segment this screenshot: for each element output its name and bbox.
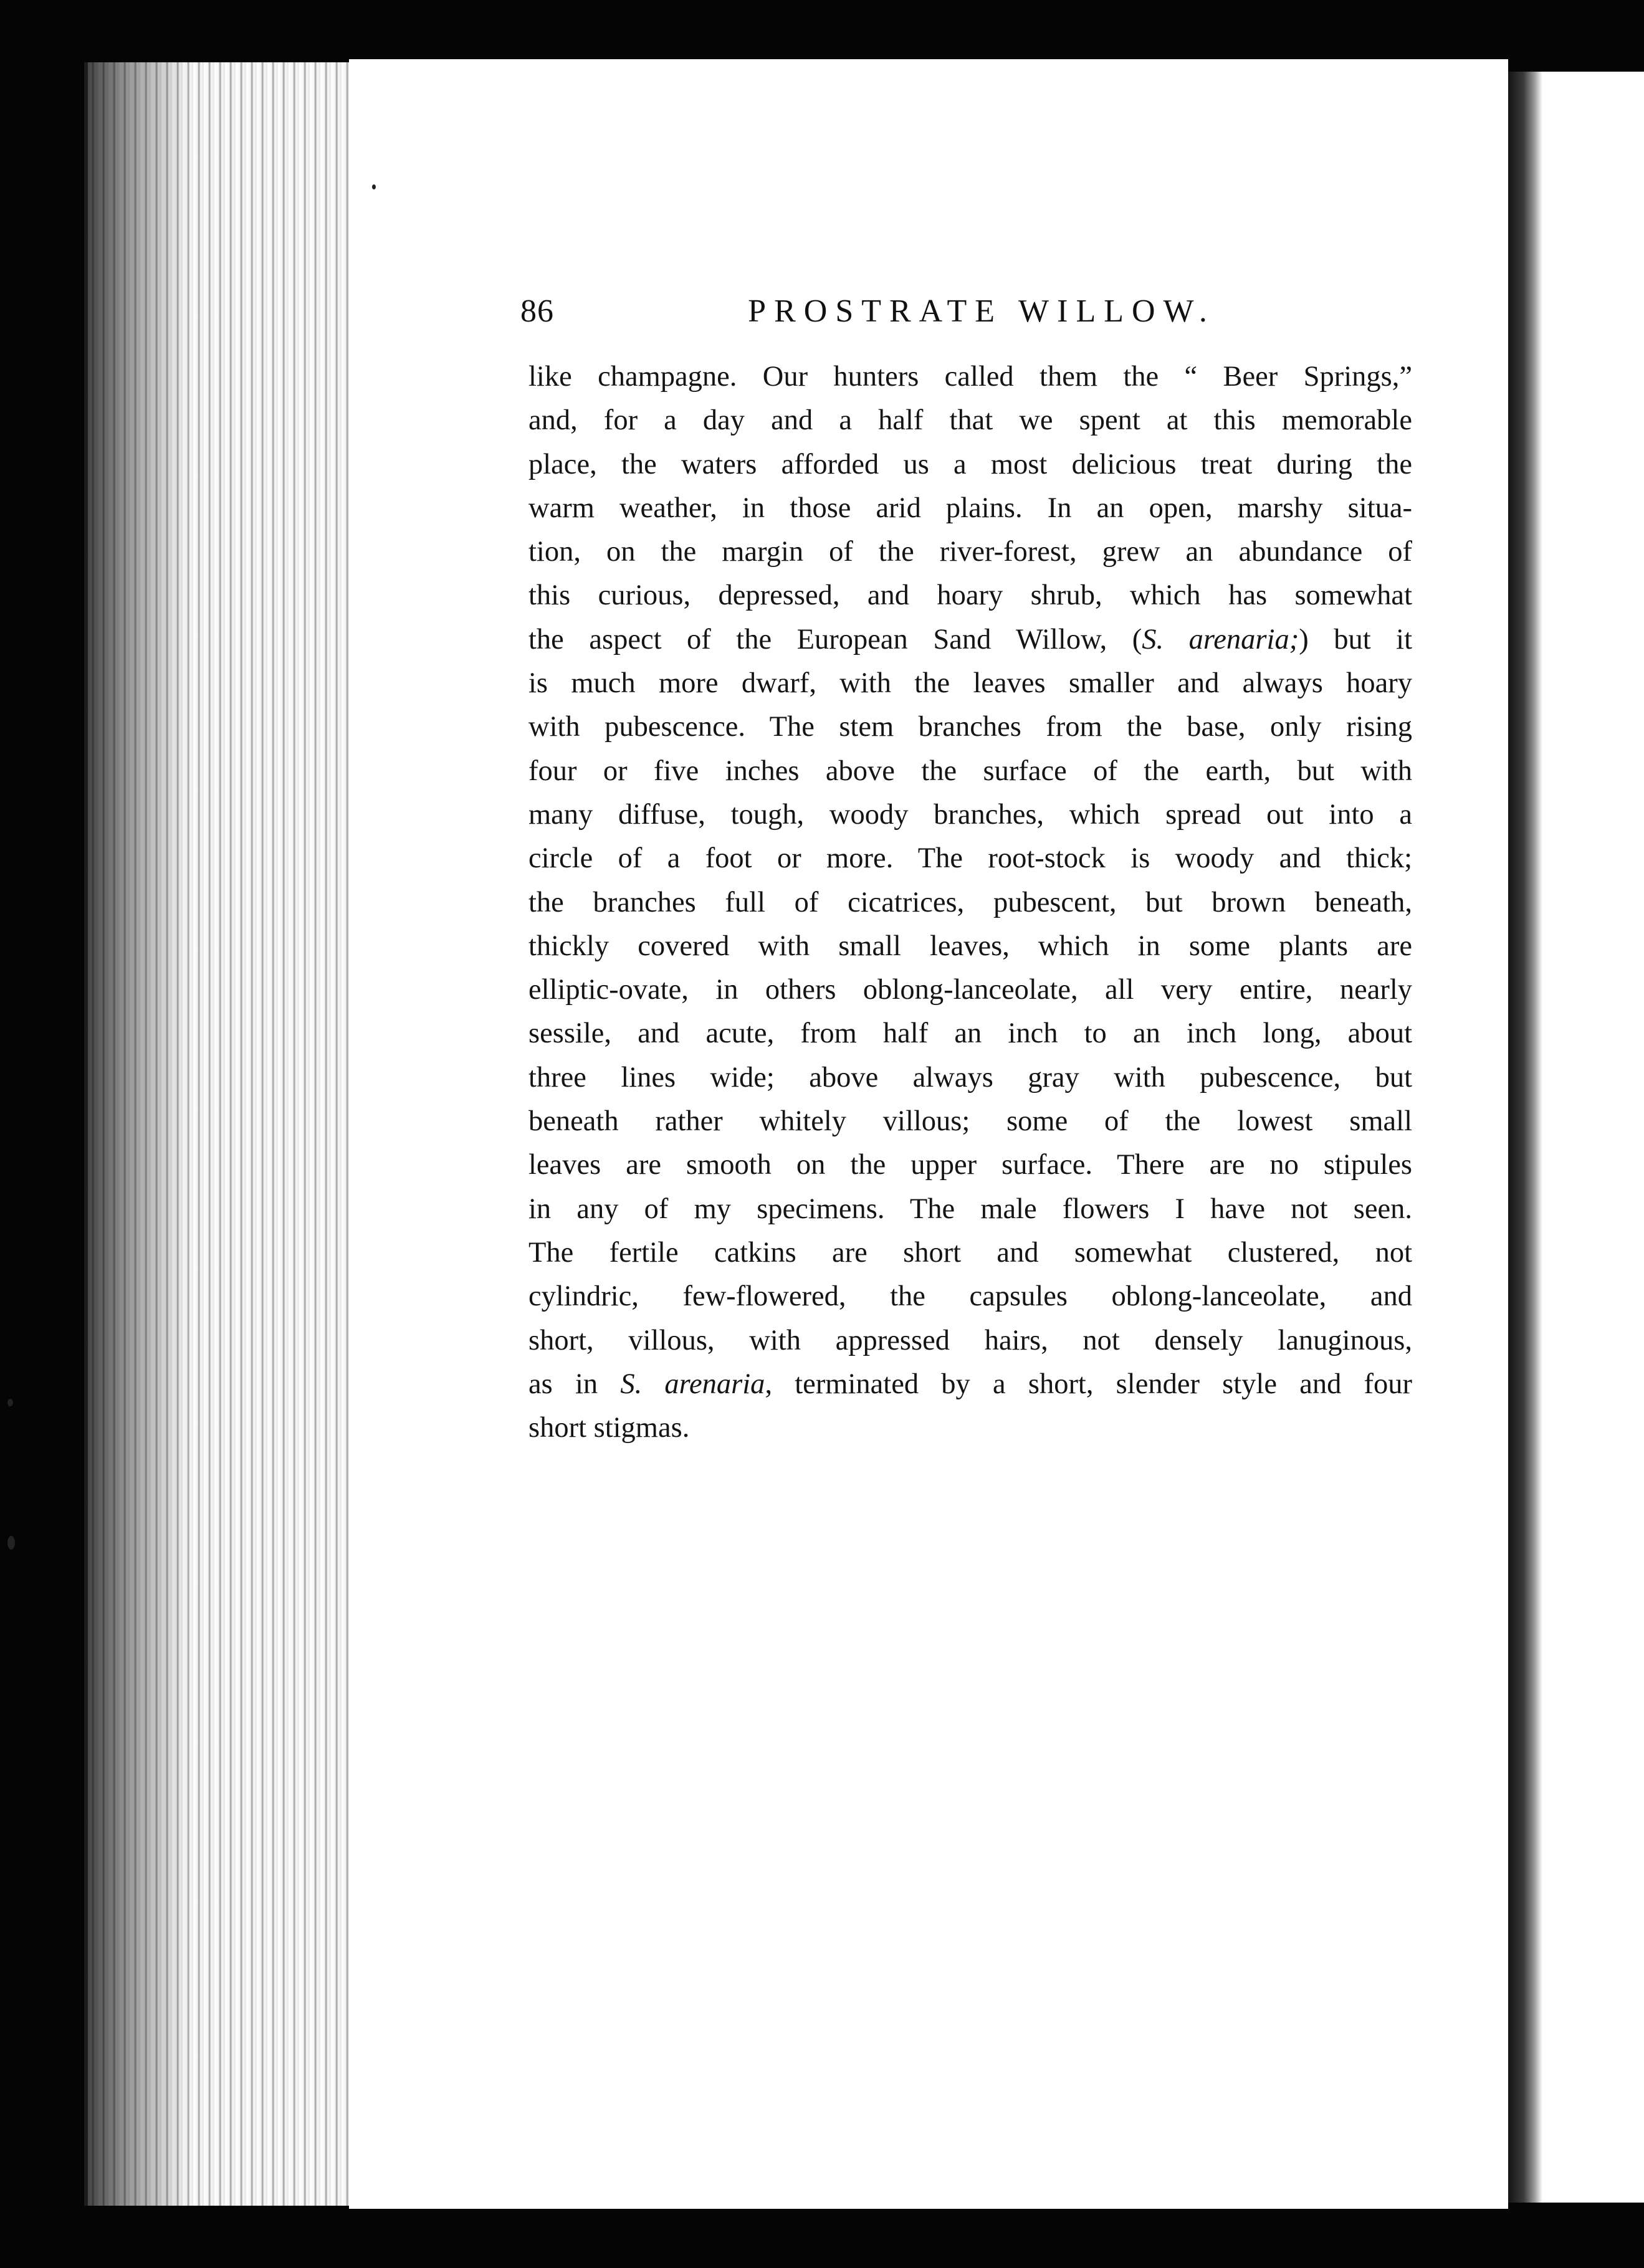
dust-speck <box>7 1536 15 1550</box>
text-line: short, villous, with appressed hairs, not densely lanuginous, <box>528 1324 1412 1356</box>
text-line: circle of a foot or more. The root-stock is woody and thick; <box>528 842 1412 875</box>
running-head: PROSTRATE WILLOW. <box>748 293 1215 329</box>
text-line: elliptic-ovate, in others oblong-lanceolate, all very entire, nearly <box>528 974 1412 1006</box>
text-line: three lines wide; above always gray with pubescence, but <box>528 1061 1412 1094</box>
text-line: this curious, depressed, and hoary shrub, which has somewhat <box>528 579 1412 612</box>
dust-speck <box>7 1399 13 1406</box>
text-line: sessile, and acute, from half an inch to an inch long, about <box>528 1017 1412 1050</box>
text-line: and, for a day and a half that we spent at this memorable <box>528 404 1412 437</box>
text-line: cylindric, few-flowered, the capsules oblong-lanceolate, and <box>528 1280 1412 1313</box>
text-line: thickly covered with small leaves, which in some plants are <box>528 930 1412 962</box>
text-line <box>528 618 1412 662</box>
page-edges-shadow <box>84 62 190 2206</box>
text-segment: as in <box>528 1368 621 1400</box>
text-line: leaves are smooth on the upper surface. There are no stipules <box>528 1149 1412 1181</box>
text-line: four or five inches above the surface of the earth, but with <box>528 755 1412 787</box>
text-line: short stigmas. <box>528 1412 690 1444</box>
text-line: the branches full of cicatrices, pubescent, but brown beneath, <box>528 886 1412 918</box>
text-line: with pubescence. The stem branches from the base, only rising <box>528 711 1412 743</box>
text-line <box>528 1363 1412 1406</box>
text-line: in any of my specimens. The male flowers I have not seen. <box>528 1193 1412 1225</box>
text-line: is much more dwarf, with the leaves smaller and always hoary <box>528 667 1412 700</box>
body-text <box>528 355 1412 1450</box>
text-line: warm weather, in those arid plains. In an open, marshy situa- <box>528 492 1412 524</box>
text-line: tion, on the margin of the river-forest, grew an abundance of <box>528 536 1412 568</box>
facing-page-edge <box>1505 72 1644 2203</box>
dust-speck <box>372 184 376 189</box>
italic-species-name: S. arenaria <box>620 1368 765 1400</box>
text-line: beneath rather whitely villous; some of the lowest small <box>528 1105 1412 1138</box>
text-segment: , terminated by a short, slender style and four <box>765 1368 1413 1400</box>
text-line: The fertile catkins are short and somewhat clustered, not <box>528 1236 1412 1269</box>
page-header <box>520 293 1412 336</box>
text-segment: the aspect of the European Sand Willow, ( <box>528 623 1142 655</box>
italic-species-name: S. arenaria; <box>1142 623 1299 655</box>
text-line: like champagne. Our hunters called them the “ Beer Springs,” <box>528 361 1412 393</box>
text-segment: ) but it <box>1299 623 1412 655</box>
page-number: 86 <box>520 293 554 329</box>
text-line: many diffuse, tough, woody branches, which spread out into a <box>528 798 1412 831</box>
text-line: place, the waters afforded us a most delicious treat during the <box>528 448 1412 480</box>
